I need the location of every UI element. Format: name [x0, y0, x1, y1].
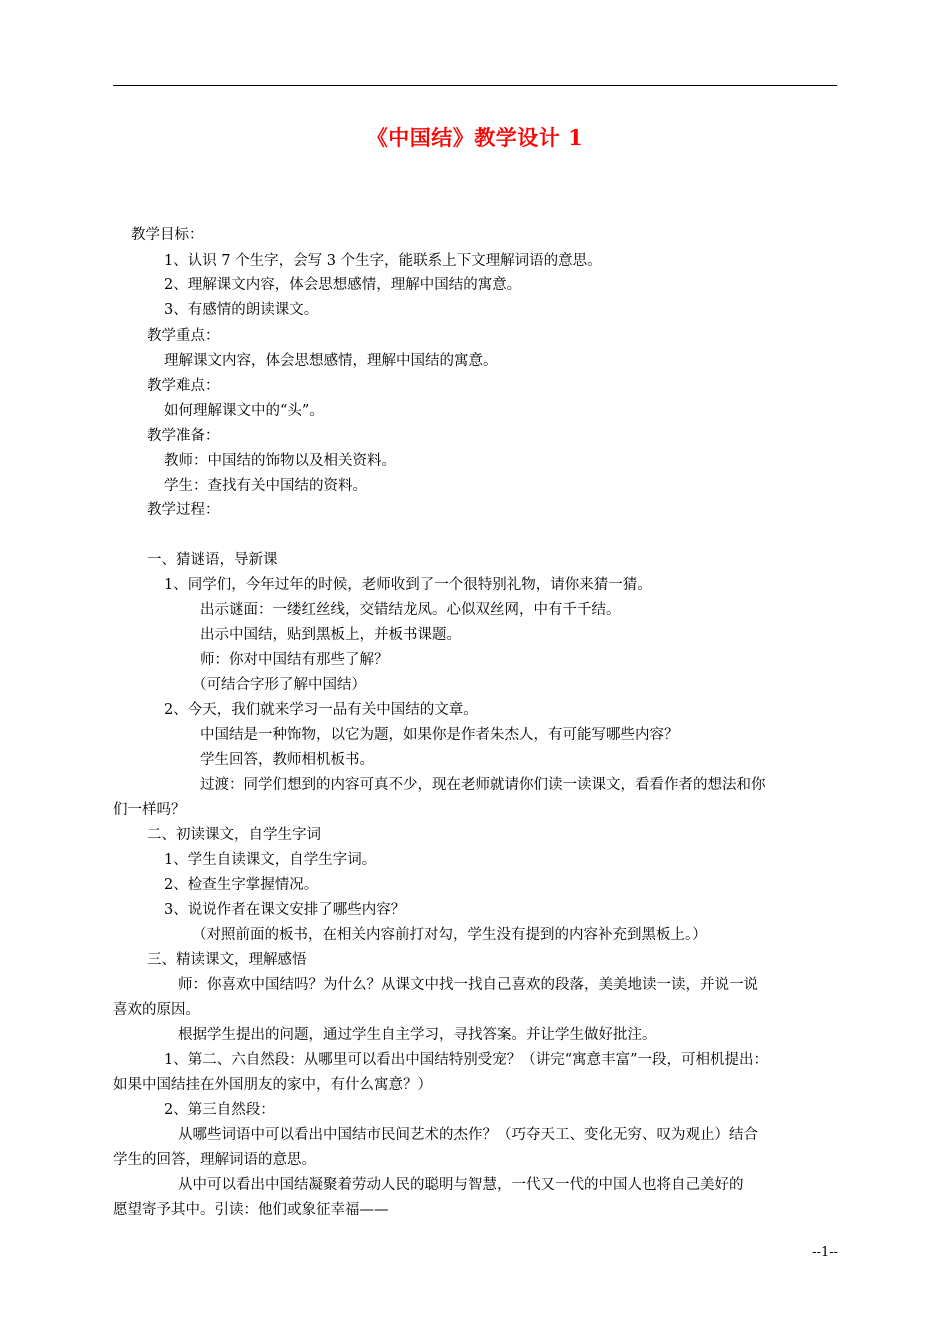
text-line: 学生：查找有关中国结的资料。	[164, 478, 367, 494]
text-line: 出示中国结，贴到黑板上，并板书课题。	[200, 627, 461, 643]
text-line: 1、同学们，今年过年的时候，老师收到了一个很特别礼物，请你来猜一猜。	[164, 577, 652, 593]
page-number: --1--	[812, 1245, 838, 1260]
text-line: 教学准备：	[147, 428, 220, 444]
text-line: 2、今天，我们就来学习一品有关中国结的文章。	[164, 702, 478, 718]
text-line: 学生回答，教师相机板书。	[200, 752, 374, 768]
text-line: 师：你喜欢中国结吗？为什么？从课文中找一找自己喜欢的段落，美美地读一读，并说一说	[178, 977, 758, 993]
text-line: 们一样吗？	[113, 802, 186, 818]
text-line: （可结合字形了解中国结）	[192, 677, 366, 693]
text-line: 2、第三自然段：	[164, 1102, 275, 1118]
text-line: 1、学生自读课文，自学生字词。	[164, 852, 377, 868]
document-title: 《中国结》教学设计 1	[366, 125, 584, 150]
text-line: 三、精读课文，理解感悟	[147, 952, 307, 968]
text-line: 根据学生提出的问题，通过学生自主学习，寻找答案。并让学生做好批注。	[178, 1027, 657, 1043]
text-line: 1、认识 7 个生字，会写 3 个生字，能联系上下文理解词语的意思。	[164, 253, 602, 269]
text-line: 如果中国结挂在外国朋友的家中，有什么寓意？）	[113, 1077, 432, 1093]
text-line: 教学目标：	[131, 227, 204, 243]
text-line: 学生的回答，理解词语的意思。	[113, 1152, 316, 1168]
text-line: 教学重点：	[147, 328, 220, 344]
text-line: 二、初读课文，自学生字词	[147, 827, 321, 843]
text-line: 教学过程：	[147, 502, 220, 518]
text-line: 理解课文内容，体会思想感情，理解中国结的寓意。	[164, 353, 498, 369]
text-line: 从中可以看出中国结凝聚着劳动人民的聪明与智慧，一代又一代的中国人也将自己美好的	[178, 1177, 744, 1193]
text-line: （对照前面的板书，在相关内容前打对勾，学生没有提到的内容补充到黑板上。）	[192, 927, 707, 943]
text-line: 教学难点：	[147, 378, 220, 394]
text-line: 喜欢的原因。	[113, 1002, 200, 1018]
text-line: 出示谜面：一缕红丝线，交错结龙凤。心似双丝网，中有千千结。	[200, 602, 621, 618]
text-line: 师：你对中国结有那些了解？	[200, 652, 389, 668]
text-line: 教师：中国结的饰物以及相关资料。	[164, 453, 396, 469]
text-line: 愿望寄予其中。引读：他们或象征幸福——	[113, 1202, 389, 1218]
text-line: 3、说说作者在课文安排了哪些内容？	[164, 902, 406, 918]
text-line: 2、理解课文内容，体会思想感情，理解中国结的寓意。	[164, 277, 522, 293]
text-line: 3、有感情的朗读课文。	[164, 302, 319, 318]
text-line: 一、猜谜语，导新课	[147, 552, 278, 568]
text-line: 中国结是一种饰物，以它为题，如果你是作者朱杰人，有可能写哪些内容？	[200, 727, 679, 743]
text-line: 从哪些词语中可以看出中国结市民间艺术的杰作？（巧夺天工、变化无穷、叹为观止）结合	[178, 1127, 758, 1143]
text-line: 过渡：同学们想到的内容可真不少，现在老师就请你们读一读课文，看看作者的想法和你	[200, 777, 766, 793]
text-line: 1、第二、六自然段：从哪里可以看出中国结特别受宠？（讲完“寓意丰富”一段，可相机提出：	[164, 1052, 769, 1068]
text-line: 如何理解课文中的“头”。	[164, 403, 324, 419]
text-line: 2、检查生字掌握情况。	[164, 877, 319, 893]
